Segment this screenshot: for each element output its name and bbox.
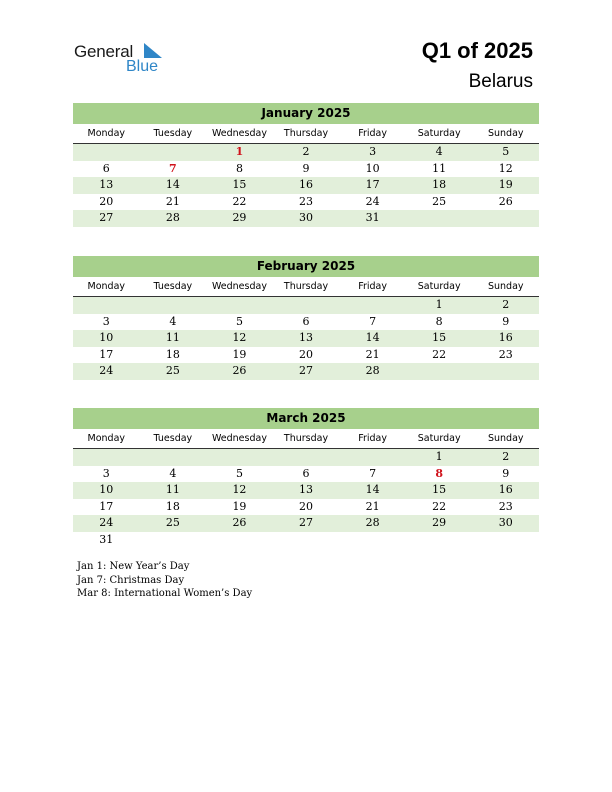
- day-cell: [73, 297, 140, 314]
- day-cell: 28: [365, 516, 380, 529]
- week-row: [73, 363, 539, 380]
- weekday-label: Wednesday: [211, 281, 267, 292]
- weekday-label: Thursday: [283, 433, 329, 444]
- logo-triangle-icon: [142, 43, 164, 59]
- day-cell: [73, 449, 140, 466]
- day-cell: 11: [432, 161, 447, 175]
- day-cell: 15: [432, 483, 447, 496]
- day-cell: 31: [99, 532, 114, 546]
- day-cell: 6: [102, 161, 110, 175]
- logo-blue-text: Blue: [126, 58, 159, 75]
- day-cell: 21: [365, 499, 380, 513]
- day-cell: 7: [369, 466, 377, 480]
- day-cell: 23: [498, 499, 513, 513]
- week-row: [73, 194, 539, 211]
- day-cell: 24: [99, 364, 114, 377]
- day-cell: 11: [165, 483, 180, 496]
- weekday-label: Thursday: [283, 128, 329, 139]
- day-cell: 12: [232, 483, 247, 496]
- weekday-label: Tuesday: [153, 433, 193, 444]
- day-cell: 10: [99, 483, 114, 496]
- day-cell: 29: [432, 516, 447, 529]
- logo-general-text: General: [74, 42, 134, 61]
- weekday-label: Wednesday: [211, 433, 267, 444]
- weekday-label: Sunday: [487, 433, 524, 444]
- day-cell: 8: [235, 161, 243, 175]
- day-cell: 19: [232, 347, 247, 361]
- day-cell: 20: [299, 499, 314, 513]
- weekday-header: [73, 279, 539, 297]
- weekday-label: Wednesday: [211, 128, 267, 139]
- week-row: [73, 347, 539, 364]
- day-cell: 22: [232, 194, 247, 208]
- day-cell: 27: [299, 516, 314, 529]
- day-cell: 29: [232, 211, 247, 224]
- weekday-label: Sunday: [487, 128, 524, 139]
- month-title: March 2025: [73, 408, 539, 429]
- week-row: [73, 177, 539, 194]
- month-february: [73, 256, 539, 380]
- weekday-label: Monday: [87, 128, 126, 139]
- day-cell: 6: [302, 466, 310, 480]
- day-cell: 30: [299, 211, 314, 224]
- day-cell: 27: [99, 211, 114, 224]
- day-cell: 12: [232, 331, 247, 344]
- day-cell: [140, 449, 207, 466]
- weekday-label: Tuesday: [153, 128, 193, 139]
- holiday-notes: [77, 560, 252, 601]
- day-cell: 10: [99, 331, 114, 344]
- day-cell: 5: [235, 314, 243, 328]
- weekday-label: Sunday: [487, 281, 524, 292]
- month-title: February 2025: [73, 256, 539, 277]
- day-cell: [472, 532, 539, 549]
- week-row: [73, 144, 539, 161]
- day-cell: [339, 449, 406, 466]
- weekday-label: Saturday: [417, 433, 461, 444]
- day-cell: 16: [299, 178, 314, 191]
- page-title: Q1 of 2025: [421, 38, 533, 63]
- day-cell: 30: [498, 516, 513, 529]
- day-cell: [140, 532, 207, 549]
- day-cell: 2: [502, 450, 510, 463]
- day-cell: 12: [498, 161, 513, 175]
- day-cell: 3: [369, 145, 377, 158]
- day-cell: 13: [299, 331, 314, 344]
- day-cell: 1: [235, 145, 244, 158]
- day-cell: 27: [299, 364, 314, 377]
- day-cell: [472, 210, 539, 227]
- day-cell: 25: [165, 364, 180, 377]
- day-cell: [472, 363, 539, 380]
- day-cell: 28: [365, 364, 380, 377]
- day-cell: 14: [365, 483, 380, 496]
- day-cell: 15: [232, 178, 247, 191]
- day-cell: 19: [232, 499, 247, 513]
- day-cell: [140, 297, 207, 314]
- day-cell: [273, 449, 340, 466]
- weekday-header: [73, 126, 539, 144]
- day-cell: 3: [102, 466, 110, 480]
- week-row: [73, 482, 539, 499]
- weekday-label: Monday: [87, 433, 126, 444]
- weekday-label: Thursday: [283, 281, 329, 292]
- day-cell: [406, 532, 473, 549]
- day-cell: 5: [235, 466, 243, 480]
- day-cell: 22: [432, 347, 447, 361]
- day-cell: 26: [232, 516, 247, 529]
- week-row: [73, 515, 539, 532]
- day-cell: 15: [432, 331, 447, 344]
- day-cell: [339, 297, 406, 314]
- day-cell: 23: [299, 194, 314, 208]
- weekday-label: Friday: [358, 128, 387, 139]
- day-cell: 19: [498, 178, 513, 191]
- weekday-label: Friday: [358, 433, 387, 444]
- day-cell: 17: [99, 499, 114, 513]
- day-cell: 24: [99, 516, 114, 529]
- day-cell: 9: [502, 314, 510, 328]
- day-cell: 14: [365, 331, 380, 344]
- day-cell: 4: [435, 145, 443, 158]
- day-cell: [206, 449, 273, 466]
- holiday-note: Jan 1: New Year’s Day: [77, 561, 190, 572]
- day-cell: 1: [435, 298, 443, 311]
- day-cell: 16: [498, 331, 513, 344]
- day-cell: 10: [365, 161, 380, 175]
- month-march: [73, 408, 539, 548]
- day-cell: 13: [99, 178, 114, 191]
- month-title: January 2025: [73, 103, 539, 124]
- week-row: [73, 210, 539, 227]
- week-row: [73, 330, 539, 347]
- day-cell: 9: [302, 161, 310, 175]
- day-cell: 28: [165, 211, 180, 224]
- day-cell: 2: [502, 298, 510, 311]
- day-cell: 17: [99, 347, 114, 361]
- day-cell: 20: [299, 347, 314, 361]
- day-cell: 3: [102, 314, 110, 328]
- day-cell: 25: [432, 194, 447, 208]
- generalblue-logo: [74, 42, 174, 78]
- day-cell: 26: [232, 364, 247, 377]
- day-cell: 13: [299, 483, 314, 496]
- weekday-label: Tuesday: [153, 281, 193, 292]
- day-cell: 21: [365, 347, 380, 361]
- week-row: [73, 499, 539, 516]
- day-cell: 18: [432, 178, 447, 191]
- week-row: [73, 466, 539, 483]
- day-cell: 26: [498, 194, 513, 208]
- day-cell: 31: [365, 211, 380, 224]
- week-row: [73, 532, 539, 549]
- day-cell: 21: [165, 194, 180, 208]
- country-name: Belarus: [468, 71, 533, 92]
- day-cell: 6: [302, 314, 310, 328]
- weekday-label: Saturday: [417, 128, 461, 139]
- weekday-label: Monday: [87, 281, 126, 292]
- day-cell: 9: [502, 466, 510, 480]
- day-cell: 23: [498, 347, 513, 361]
- day-cell: [273, 297, 340, 314]
- day-cell: 7: [169, 161, 177, 175]
- day-cell: [206, 532, 273, 549]
- day-cell: 17: [365, 178, 380, 191]
- weekday-header: [73, 431, 539, 449]
- day-cell: [406, 363, 473, 380]
- day-cell: 8: [435, 466, 443, 480]
- day-cell: 22: [432, 499, 447, 513]
- day-cell: [140, 144, 207, 161]
- weekday-label: Saturday: [417, 281, 461, 292]
- day-cell: 4: [169, 314, 177, 328]
- day-cell: 16: [498, 483, 513, 496]
- holiday-note: Mar 8: International Women’s Day: [77, 588, 253, 599]
- day-cell: 5: [502, 145, 510, 158]
- day-cell: [273, 532, 340, 549]
- week-row: [73, 297, 539, 314]
- holiday-note: Jan 7: Christmas Day: [77, 574, 185, 586]
- week-row: [73, 314, 539, 331]
- day-cell: 18: [165, 347, 180, 361]
- day-cell: 2: [302, 145, 310, 158]
- day-cell: [73, 144, 140, 161]
- day-cell: 7: [369, 314, 377, 328]
- day-cell: [406, 210, 473, 227]
- day-cell: 1: [435, 450, 443, 463]
- month-january: [73, 103, 539, 227]
- week-row: [73, 449, 539, 466]
- day-cell: 14: [165, 178, 180, 191]
- week-row: [73, 161, 539, 178]
- day-cell: [206, 297, 273, 314]
- day-cell: 18: [165, 499, 180, 513]
- day-cell: 11: [165, 331, 180, 344]
- day-cell: 25: [165, 516, 180, 529]
- day-cell: 24: [365, 194, 380, 208]
- day-cell: 8: [435, 314, 443, 328]
- day-cell: 4: [169, 466, 177, 480]
- day-cell: 20: [99, 194, 114, 208]
- weekday-label: Friday: [358, 281, 387, 292]
- day-cell: [339, 532, 406, 549]
